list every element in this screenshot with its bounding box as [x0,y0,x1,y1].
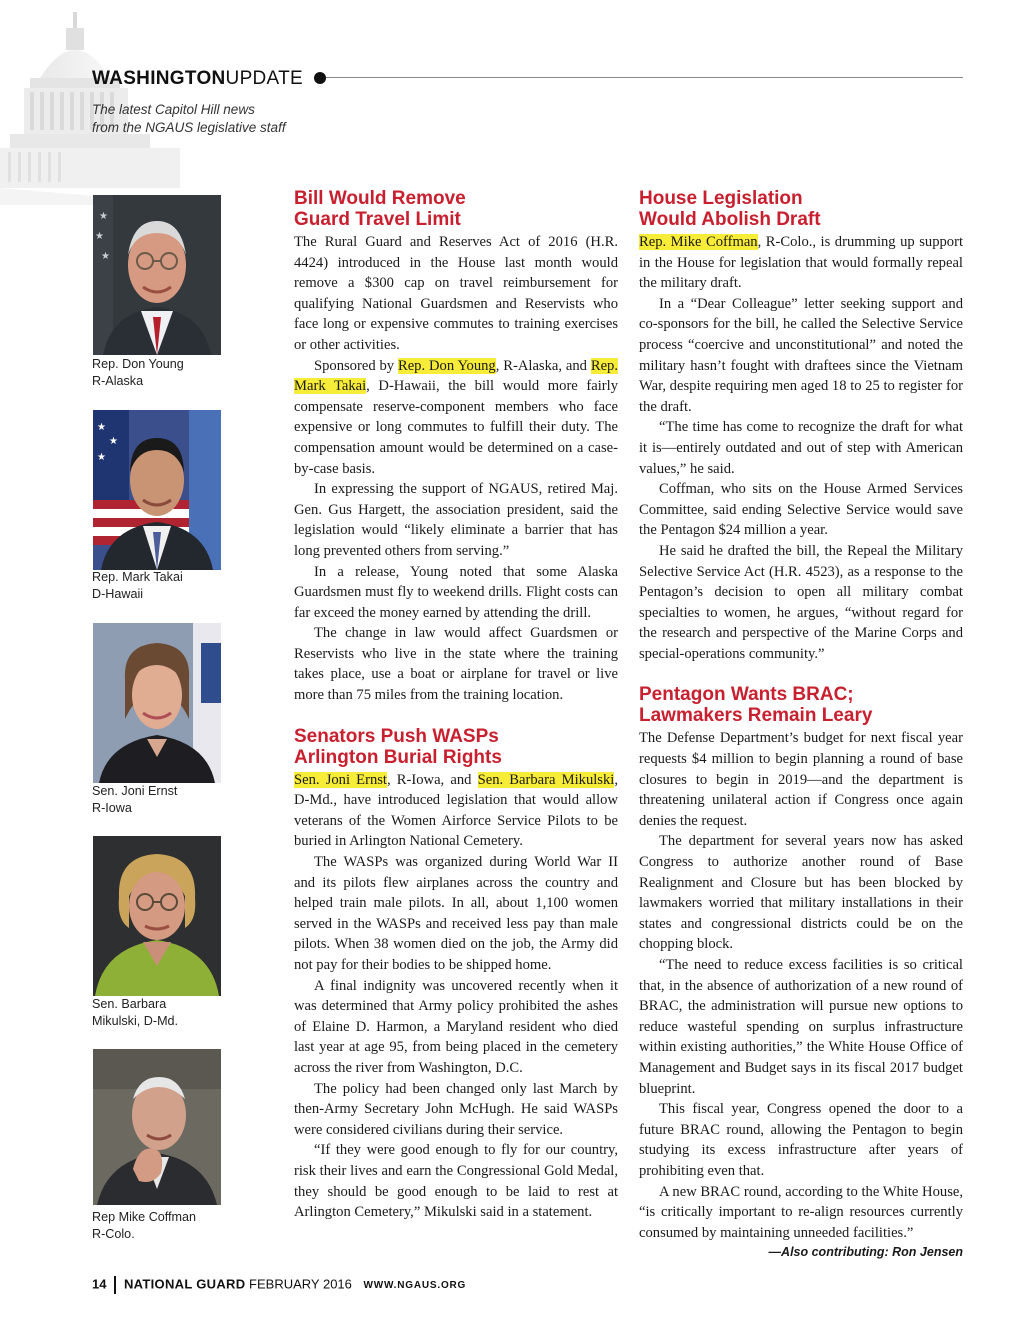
article-paragraph: In a “Dear Colleague” letter seeking support and co-sponsors for the bill, he called the Selective Service process “coercive and unconstitutional” and noted the military hasn’t fought with draftees since the Vietnam War, despite requiring men aged 18 to 25 to register for the draft. [639,295,963,415]
magazine-name: NATIONAL GUARD [123,1276,246,1292]
article-paragraph: “The need to reduce excess facilities is so critical that, in the absence of authorization of a new round of BRAC, the administration will pursue new options to reduce wasteful spending on surplus infrastructure within existing authorities,” the White House Office of Management and Budget says in its fiscal 2017 budget blueprint. [639,957,963,1097]
section-subtitle: The latest Capitol Hill news from the NGAUS legislative staff [92,102,286,135]
highlighted-name: Rep. Don Young [397,357,496,374]
highlighted-name: Rep. Mike Coffman [639,234,758,250]
article-paragraph: The Defense Department’s budget for next fiscal year requests $4 million to begin planning a round of base closures to begin in 2019—and the department is threatening unilateral action if Congress once again denies the request. [639,730,963,829]
section-title: WASHINGTONUPDATE [92,68,304,89]
article-paragraph: A new BRAC round, according to the White House, “is critically important to re-align resources currently consumed by maintaining unneeded facilities.” [639,1183,963,1241]
article-paragraph: In a release, Young noted that some Alaska Guardsmen must fly to weekend drills. Flight costs can far exceed the money earned by attending the drill. [294,563,618,621]
article-travel-limit [294,188,618,706]
svg-text:★: ★ [101,251,110,262]
svg-text:★: ★ [95,231,104,242]
contributor-credit: —Also contributing: Ron Jensen [768,1245,963,1260]
photo-mike-coffman [93,1049,221,1205]
headline-brac: Pentagon Wants BRAC; Lawmakers Remain Leary [639,684,873,727]
headline-wasps: Senators Push WASPs Arlington Burial Rights [294,725,502,768]
title-rule [326,77,963,78]
photo-don-young [93,195,221,355]
article-paragraph: In expressing the support of NGAUS, retired Maj. Gen. Gus Hargett, the association president, said the legislation would “likely eliminate a barrier that has long prevented others from serving.” [294,481,618,559]
column-right [639,188,963,1259]
headline-travel-limit: Bill Would Remove Guard Travel Limit [294,188,466,230]
svg-text:★: ★ [99,211,108,222]
article-paragraph: Coffman, who sits on the House Armed Services Committee, said ending Selective Service would save the Pentagon $24 million a year. [639,481,963,539]
highlighted-name: Sen. Barbara Mikulski [477,771,615,788]
photo-caption: Sen. Barbara Mikulski, D-Md. [92,997,179,1028]
article-paragraph: He said he drafted the bill, the Repeal the Military Selective Service Act (H.R. 4523), as a response to the Pentagon’s decision to open all military combat specialties to women, he argues, “without regard for the research and perspective of the Marine Corps and special-operations community.” [639,542,963,662]
article-paragraph: “If they were good enough to fly for our country, risk their lives and earn the Congressional Gold Medal, they should be good enough to be laid to rest at Arlington Cemetery,” Mikulski said in a statement. [294,1142,618,1221]
article-paragraph: “The time has come to recognize the draft for what it is—entirely outdated and out of step with American values,” he said. [639,419,963,477]
photo-caption: Rep. Don Young R-Alaska [92,357,184,388]
article-brac [639,684,963,1259]
issue-date: FEBRUARY 2016 [249,1276,352,1292]
article-paragraph: The department for several years now has asked Congress to authorize another round of Base Realignment and Closure but has been blocked by lawmakers worried that military installations in their states and congressional districts could be on the chopping block. [639,833,963,953]
photo-caption: Rep Mike Coffman R-Colo. [92,1210,197,1241]
highlighted-name: Rep. Mark Takai [294,357,619,395]
article-paragraph: Rep. Mike Coffman, R-Colo., is drumming up support in the House for legislation that would formally repeal the military draft. [639,234,964,292]
title-bullet-dot [314,72,326,84]
article-draft [639,188,963,664]
photo-caption: Sen. Joni Ernst R-Iowa [92,784,178,815]
article-wasps [294,726,618,1223]
photo-mark-takai [93,410,221,570]
footer-divider [114,1276,116,1294]
photo-joni-ernst [93,623,221,783]
page-number: 14 [92,1276,107,1292]
article-paragraph: Sponsored by Rep. Don Young, R-Alaska, and Rep. Mark Takai, D-Hawaii, the bill would more fairly compensate reserve-component members who face expensive or long commutes to fulfill their duty. The compensation amount would be determined on a case-by-case basis. [294,357,619,477]
headline-draft: House Legislation Would Abolish Draft [639,188,821,230]
article-paragraph: The Rural Guard and Reserves Act of 2016 (H.R. 4424) introduced in the House last month would remove a $300 cap on travel reimbursement for qualifying National Guardsmen and Reservists who face long or expensive commutes to training exercises or other activities. [294,234,618,353]
article-paragraph: The WASPs was organized during World War II and its pilots flew airplanes across the country and helped train male pilots. In all, about 1,100 women served in the WASPs and received less pay than male pilots. When 38 women died on the job, the Army did not pay for their bodies to be shipped home. [294,854,618,973]
article-paragraph: The change in law would affect Guardsmen or Reservists who live in the state where the training takes place, use a boat or airplane for travel or live more than 75 miles from the training location. [294,625,618,704]
photo-caption: Rep. Mark Takai D-Hawaii [92,570,183,601]
svg-text:★: ★ [97,452,106,463]
article-paragraph: This fiscal year, Congress opened the door to a future BRAC round, allowing the Pentagon to begin studying its excess infrastructure after years of prohibiting even that. [639,1101,963,1179]
article-paragraph: The policy had been changed only last March by then-Army Secretary John McHugh. He said WASPs were considered civilians during their service. [294,1080,618,1138]
page-footer [92,1276,466,1294]
article-paragraph: A final indignity was uncovered recently when it was determined that Army policy prohibited the ashes of Elaine D. Harmon, a Maryland resident who died last year at age 95, from being placed in the cemetery across the river from Washington, D.C. [294,977,618,1076]
column-middle [294,188,618,1223]
svg-text:★: ★ [109,436,118,447]
photo-barbara-mikulski [93,836,221,996]
website-url: WWW.NGAUS.ORG [363,1280,467,1292]
article-paragraph: Sen. Joni Ernst, R-Iowa, and Sen. Barbara Mikulski, D-Md., have introduced legislation that would allow veterans of the Women Airforce Service Pilots to be buried in Arlington National Cemetery. [294,771,618,850]
highlighted-name: Sen. Joni Ernst [294,771,387,788]
svg-text:★: ★ [97,422,106,433]
